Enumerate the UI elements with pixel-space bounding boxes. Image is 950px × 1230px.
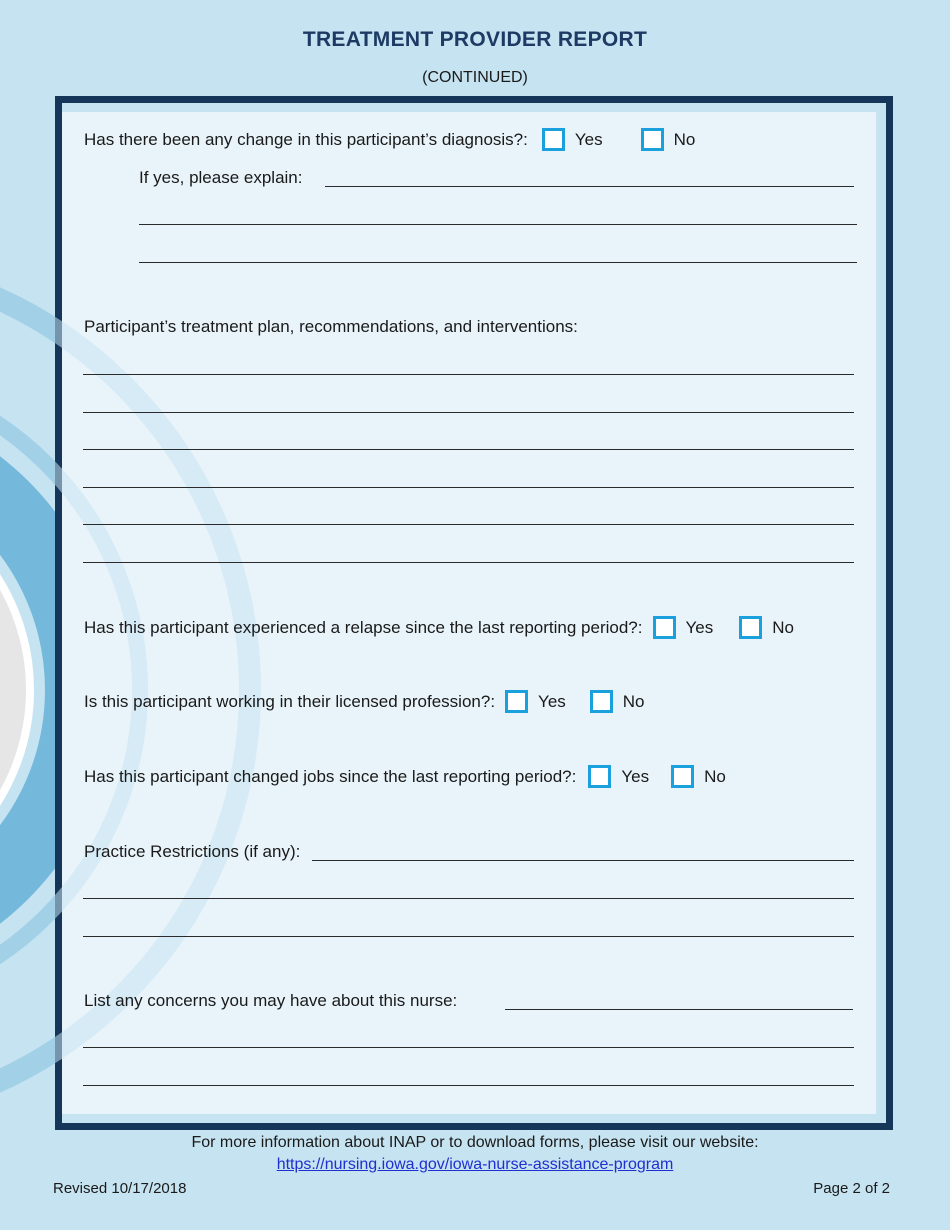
working-yes-label: Yes — [538, 691, 566, 711]
changed-jobs-yes-checkbox[interactable] — [588, 765, 611, 788]
explain-input-line[interactable] — [325, 186, 854, 187]
relapse-yes-checkbox[interactable] — [653, 616, 676, 639]
diagnosis-yes-label: Yes — [574, 129, 603, 149]
relapse-no-checkbox[interactable] — [739, 616, 762, 639]
working-question-row — [84, 690, 645, 713]
page-subtitle: (CONTINUED) — [422, 69, 528, 86]
page-number: Page 2 of 2 — [813, 1180, 890, 1197]
relapse-question: Has this participant experienced a relapse since the last reporting period?: — [84, 617, 643, 637]
explain-label: If yes, please explain: — [139, 168, 303, 187]
changed-jobs-yes-label: Yes — [621, 766, 650, 786]
diagnosis-yes-checkbox[interactable] — [542, 128, 565, 151]
treatment-plan-input-line[interactable] — [83, 524, 854, 525]
page-title: TREATMENT PROVIDER REPORT — [302, 28, 648, 51]
concerns-label: List any concerns you may have about this nurse: — [84, 991, 458, 1010]
diagnosis-no-checkbox[interactable] — [641, 128, 664, 151]
working-no-label: No — [622, 691, 645, 711]
explain-input-line[interactable] — [139, 262, 857, 263]
diagnosis-no-label: No — [673, 129, 696, 149]
working-yes-checkbox[interactable] — [505, 690, 528, 713]
treatment-plan-label: Participant’s treatment plan, recommendations, and interventions: — [84, 317, 578, 336]
treatment-plan-input-line[interactable] — [83, 449, 854, 450]
explain-input-line[interactable] — [139, 224, 857, 225]
footer-link-row — [0, 1156, 950, 1174]
revised-date: Revised 10/17/2018 — [53, 1180, 187, 1197]
changed-jobs-question: Has this participant changed jobs since the last reporting period?: — [84, 766, 577, 786]
changed-jobs-question-row — [84, 765, 726, 788]
relapse-no-label: No — [772, 617, 794, 637]
changed-jobs-no-label: No — [704, 766, 726, 786]
diagnosis-change-question: Has there been any change in this participant’s diagnosis?: — [84, 129, 528, 149]
relapse-question-row — [84, 616, 794, 639]
footer-info-text: For more information about INAP or to download forms, please visit our website: — [191, 1134, 759, 1151]
relapse-yes-label: Yes — [685, 617, 714, 637]
practice-restrictions-input-line[interactable] — [83, 898, 854, 899]
diagnosis-change-question-row — [84, 128, 695, 151]
practice-restrictions-label: Practice Restrictions (if any): — [84, 842, 301, 861]
treatment-plan-input-line[interactable] — [83, 412, 854, 413]
working-no-checkbox[interactable] — [590, 690, 613, 713]
concerns-input-line[interactable] — [83, 1085, 854, 1086]
practice-restrictions-input-line[interactable] — [83, 936, 854, 937]
concerns-input-line[interactable] — [83, 1047, 854, 1048]
changed-jobs-no-checkbox[interactable] — [671, 765, 694, 788]
concerns-input-line[interactable] — [505, 1009, 853, 1010]
treatment-plan-input-line[interactable] — [83, 562, 854, 563]
website-link[interactable]: https://nursing.iowa.gov/iowa-nurse-assistance-program — [276, 1156, 674, 1173]
treatment-plan-input-line[interactable] — [83, 487, 854, 488]
treatment-plan-input-line[interactable] — [83, 374, 854, 375]
practice-restrictions-input-line[interactable] — [312, 860, 854, 861]
working-question: Is this participant working in their licensed profession?: — [84, 691, 496, 711]
